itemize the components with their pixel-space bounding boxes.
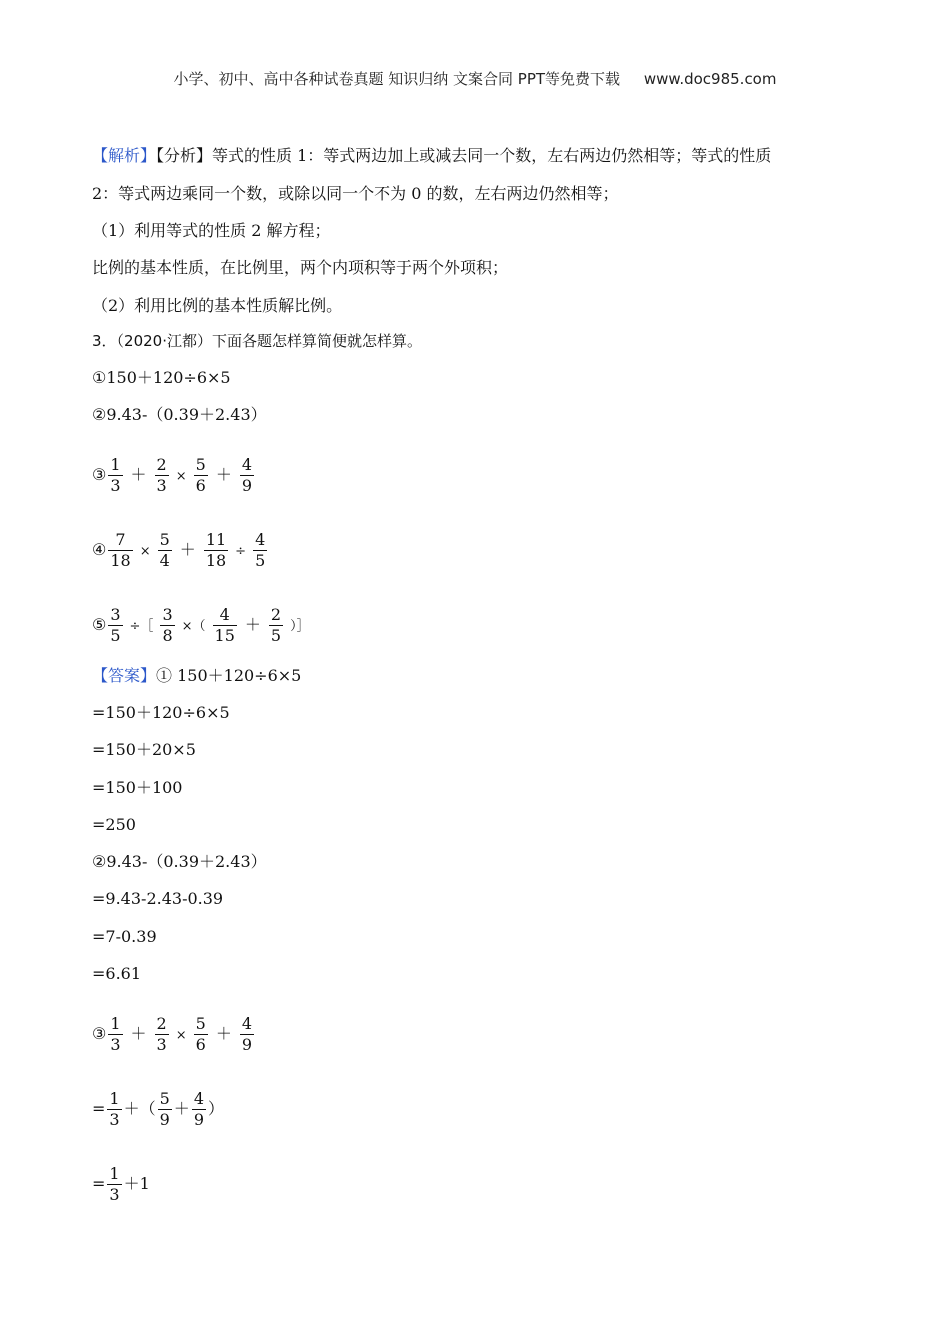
fraction: $\frac{1}{3}$ bbox=[109, 1089, 120, 1129]
fraction: $\frac{4}{9}$ bbox=[193, 1089, 204, 1129]
question-2: ②9.43-（0.39＋2.43） bbox=[92, 405, 267, 424]
fraction: $\frac{2}{5}$ bbox=[270, 605, 282, 645]
analysis-text-1: 等式的性质 1：等式两边加上或减去同一个数，左右两边仍然相等；等式的性质 bbox=[212, 146, 772, 165]
fraction: $\frac{1}{3}$ bbox=[109, 1164, 120, 1204]
answer-2-step: =7-0.39 bbox=[92, 927, 157, 946]
question-1: ①150＋120÷6×5 bbox=[92, 368, 231, 387]
fraction: $\frac{2}{3}$ bbox=[156, 455, 167, 495]
question-3: ③ $\frac{1}{3}$ ＋ $\frac{2}{3}$ × $\frac{5}{6}$ ＋ $\frac{4}{9}$ bbox=[92, 455, 253, 495]
fraction: $\frac{1}{3}$ bbox=[110, 455, 121, 495]
fraction: $\frac{4}{15}$ bbox=[214, 605, 235, 645]
circled-number-4: ④ bbox=[92, 540, 107, 559]
fraction: $\frac{4}{9}$ bbox=[241, 1014, 253, 1054]
analysis-sub-tag: 【分析】 bbox=[156, 146, 213, 165]
answer-1-title: ① 150＋120÷6×5 bbox=[156, 666, 302, 685]
answer-line-1 bbox=[92, 666, 301, 686]
fraction: $\frac{11}{18}$ bbox=[205, 530, 227, 570]
circled-number-3: ③ bbox=[92, 1024, 107, 1043]
fraction: $\frac{4}{9}$ bbox=[241, 455, 253, 495]
answer-1-step: =150＋100 bbox=[92, 778, 183, 797]
answer-tag: 【答案】 bbox=[92, 666, 157, 685]
answer-3-step: = $\frac{1}{3}$ ＋1 bbox=[92, 1164, 150, 1204]
analysis-line-4: 比例的基本性质，在比例里，两个内项积等于两个外项积； bbox=[92, 258, 509, 277]
circled-number-5: ⑤ bbox=[92, 615, 107, 634]
answer-3-title: ③ $\frac{1}{3}$ ＋ $\frac{2}{3}$ × $\frac{5}{6}$ ＋ $\frac{4}{9}$ bbox=[92, 1014, 253, 1054]
answer-1-step: =150＋120÷6×5 bbox=[92, 703, 230, 722]
fraction: $\frac{4}{5}$ bbox=[255, 530, 266, 570]
answer-2-step: =9.43-2.43-0.39 bbox=[92, 889, 224, 908]
analysis-line-3: （1）利用等式的性质 2 解方程； bbox=[92, 221, 331, 240]
fraction: $\frac{5}{4}$ bbox=[159, 530, 170, 570]
fraction: $\frac{2}{3}$ bbox=[156, 1014, 167, 1054]
fraction: $\frac{5}{6}$ bbox=[195, 1014, 206, 1054]
answer-1-step: =250 bbox=[92, 815, 136, 834]
question-4: ④ $\frac{7}{18}$ × $\frac{5}{4}$ ＋ $\frac{11}{18}$ ÷ $\frac{4}{5}$ bbox=[92, 530, 266, 570]
fraction: $\frac{5}{9}$ bbox=[159, 1089, 170, 1129]
analysis-line-5: （2）利用比例的基本性质解比例。 bbox=[92, 296, 343, 315]
fraction: $\frac{5}{6}$ bbox=[195, 455, 206, 495]
fraction: $\frac{3}{5}$ bbox=[110, 605, 121, 645]
question-5: ⑤ $\frac{3}{5}$ ÷［ $\frac{3}{8}$ ×（ $\frac{4}{15}$ ＋ $\frac{2}{5}$ ）］ bbox=[92, 605, 310, 645]
fraction: $\frac{7}{18}$ bbox=[110, 530, 131, 570]
analysis-line-1 bbox=[92, 146, 771, 166]
fraction: $\frac{1}{3}$ bbox=[110, 1014, 121, 1054]
answer-2-step: =6.61 bbox=[92, 964, 142, 983]
analysis-line-2: 2：等式两边乘同一个数，或除以同一个不为 0 的数，左右两边仍然相等； bbox=[92, 184, 619, 203]
analysis-tag: 【解析】 bbox=[92, 146, 157, 165]
page-header: 小学、初中、高中各种试卷真题 知识归纳 文案合同 PPT等免费下载 www.doc985.com bbox=[173, 70, 777, 88]
question-title: 3．（2020·江都）下面各题怎样算简便就怎样算。 bbox=[92, 332, 422, 350]
circled-number-3: ③ bbox=[92, 465, 107, 484]
fraction: $\frac{3}{8}$ bbox=[162, 605, 173, 645]
answer-3-step: = $\frac{1}{3}$ ＋（ $\frac{5}{9}$ ＋ $\frac{4}{9}$ ） bbox=[92, 1089, 225, 1129]
answer-2-title: ②9.43-（0.39＋2.43） bbox=[92, 852, 267, 871]
answer-1-step: =150＋20×5 bbox=[92, 740, 196, 759]
